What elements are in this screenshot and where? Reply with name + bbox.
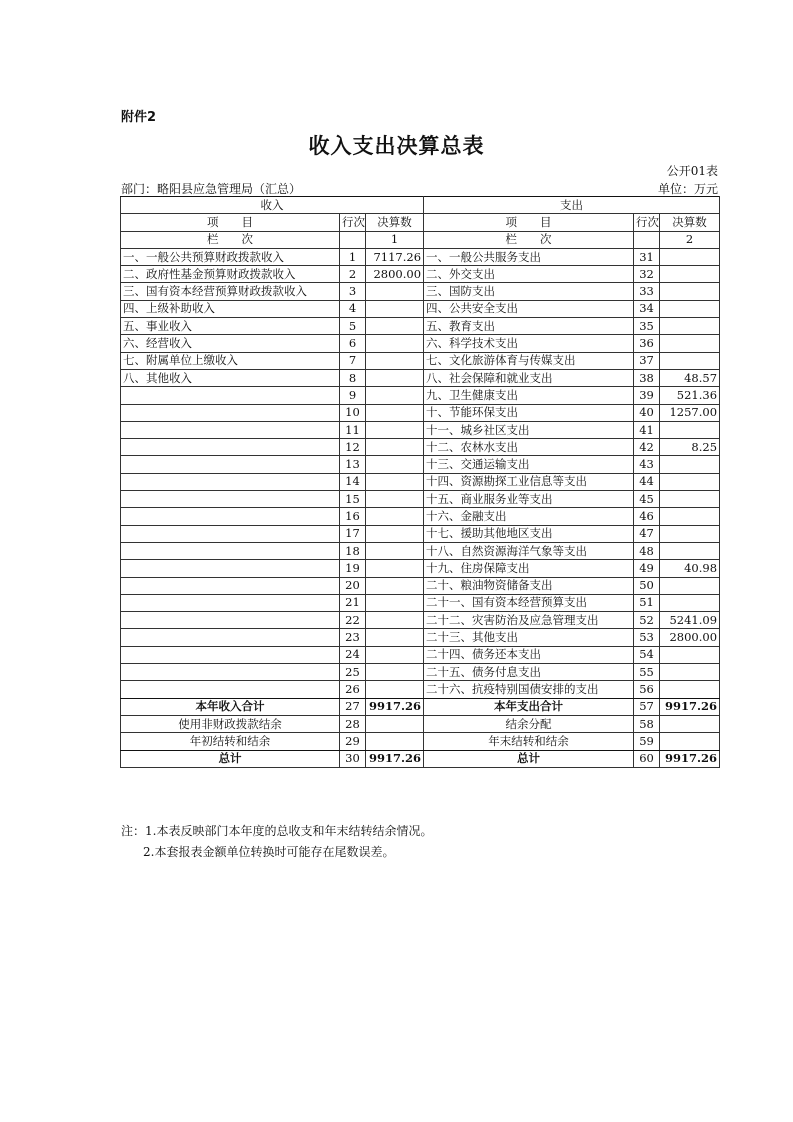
expense-line: 51 xyxy=(634,594,660,611)
income-item: 五、事业收入 xyxy=(121,318,340,335)
income-line: 13 xyxy=(340,456,366,473)
expense-line: 44 xyxy=(634,473,660,490)
expense-amount xyxy=(660,266,720,283)
expense-item: 九、卫生健康支出 xyxy=(424,387,634,404)
table-row xyxy=(121,629,720,646)
expense-summary-amount xyxy=(660,715,720,732)
table-row xyxy=(121,387,720,404)
expense-summary-line: 58 xyxy=(634,715,660,732)
expense-item: 二十三、其他支出 xyxy=(424,629,634,646)
income-line: 25 xyxy=(340,664,366,681)
income-amount xyxy=(366,508,424,525)
income-line: 21 xyxy=(340,594,366,611)
expense-item: 二十六、抗疫特别国债安排的支出 xyxy=(424,681,634,698)
income-item xyxy=(121,491,340,508)
expense-item: 六、科学技术支出 xyxy=(424,335,634,352)
income-amount xyxy=(366,404,424,421)
income-item: 七、附属单位上缴收入 xyxy=(121,352,340,369)
income-item: 二、政府性基金预算财政拨款收入 xyxy=(121,266,340,283)
expense-amount xyxy=(660,456,720,473)
expense-line: 36 xyxy=(634,335,660,352)
income-summary-item: 总计 xyxy=(121,750,340,767)
income-amount: 2800.00 xyxy=(366,266,424,283)
expense-line: 31 xyxy=(634,248,660,265)
income-item xyxy=(121,646,340,663)
income-amount xyxy=(366,456,424,473)
income-amount xyxy=(366,525,424,542)
expense-item: 十、节能环保支出 xyxy=(424,404,634,421)
table-row xyxy=(121,335,720,352)
income-line: 26 xyxy=(340,681,366,698)
expense-item: 二十、粮油物资储备支出 xyxy=(424,577,634,594)
expense-item: 三、国防支出 xyxy=(424,283,634,300)
income-amount xyxy=(366,352,424,369)
expense-amount xyxy=(660,318,720,335)
income-line: 17 xyxy=(340,525,366,542)
expense-item: 十四、资源勘探工业信息等支出 xyxy=(424,473,634,490)
summary-row xyxy=(121,715,720,732)
expense-column-label: 栏 次 xyxy=(424,231,634,248)
unit-label: 单位：万元 xyxy=(657,182,718,196)
income-item xyxy=(121,681,340,698)
table-row xyxy=(121,525,720,542)
expense-line: 41 xyxy=(634,421,660,438)
income-column-number: 1 xyxy=(366,231,424,248)
expense-line: 49 xyxy=(634,560,660,577)
expense-summary-amount xyxy=(660,733,720,750)
table-row xyxy=(121,439,720,456)
table-row xyxy=(121,283,720,300)
income-amount: 7117.26 xyxy=(366,248,424,265)
expense-amount xyxy=(660,248,720,265)
income-line: 6 xyxy=(340,335,366,352)
summary-row xyxy=(121,750,720,767)
expense-header: 支出 xyxy=(424,197,720,214)
table-row xyxy=(121,473,720,490)
expense-item: 一、一般公共服务支出 xyxy=(424,248,634,265)
income-summary-item: 使用非财政拨款结余 xyxy=(121,715,340,732)
expense-amount: 40.98 xyxy=(660,560,720,577)
income-amount xyxy=(366,594,424,611)
expense-amount xyxy=(660,542,720,559)
expense-amount: 521.36 xyxy=(660,387,720,404)
table-row xyxy=(121,646,720,663)
expense-item: 二十五、债务付息支出 xyxy=(424,664,634,681)
expense-amount-header: 决算数 xyxy=(660,214,720,231)
expense-line-header: 行次 xyxy=(634,214,660,231)
income-line: 24 xyxy=(340,646,366,663)
expense-item: 十五、商业服务业等支出 xyxy=(424,491,634,508)
expense-amount xyxy=(660,473,720,490)
expense-line: 53 xyxy=(634,629,660,646)
expense-line: 47 xyxy=(634,525,660,542)
income-summary-amount xyxy=(366,715,424,732)
income-item xyxy=(121,560,340,577)
income-amount xyxy=(366,542,424,559)
income-header: 收入 xyxy=(121,197,424,214)
income-line: 15 xyxy=(340,491,366,508)
expense-line: 40 xyxy=(634,404,660,421)
expense-summary-item: 本年支出合计 xyxy=(424,698,634,715)
income-amount xyxy=(366,473,424,490)
budget-table xyxy=(120,196,720,768)
income-amount xyxy=(366,387,424,404)
income-item xyxy=(121,525,340,542)
income-amount xyxy=(366,664,424,681)
table-row xyxy=(121,612,720,629)
income-item: 四、上级补助收入 xyxy=(121,300,340,317)
income-item xyxy=(121,421,340,438)
income-summary-amount: 9917.26 xyxy=(366,698,424,715)
expense-item: 七、文化旅游体育与传媒支出 xyxy=(424,352,634,369)
income-summary-item: 本年收入合计 xyxy=(121,698,340,715)
income-item xyxy=(121,542,340,559)
note-1: 注：1.本表反映部门本年度的总收支和年末结转结余情况。 xyxy=(121,824,433,838)
expense-line: 43 xyxy=(634,456,660,473)
income-amount xyxy=(366,491,424,508)
expense-amount: 8.25 xyxy=(660,439,720,456)
table-row xyxy=(121,508,720,525)
income-item xyxy=(121,594,340,611)
department-label: 部门：略阳县应急管理局（汇总） xyxy=(121,182,302,196)
expense-amount xyxy=(660,594,720,611)
expense-amount xyxy=(660,681,720,698)
income-line: 4 xyxy=(340,300,366,317)
income-line-header: 行次 xyxy=(340,214,366,231)
expense-line: 54 xyxy=(634,646,660,663)
income-item xyxy=(121,439,340,456)
expense-amount: 2800.00 xyxy=(660,629,720,646)
table-row xyxy=(121,664,720,681)
income-line: 7 xyxy=(340,352,366,369)
expense-summary-item: 结余分配 xyxy=(424,715,634,732)
table-row xyxy=(121,318,720,335)
income-line: 20 xyxy=(340,577,366,594)
income-item xyxy=(121,456,340,473)
expense-summary-amount: 9917.26 xyxy=(660,698,720,715)
income-line: 1 xyxy=(340,248,366,265)
expense-line: 56 xyxy=(634,681,660,698)
expense-column-number: 2 xyxy=(660,231,720,248)
expense-amount: 1257.00 xyxy=(660,404,720,421)
income-line: 3 xyxy=(340,283,366,300)
income-summary-item: 年初结转和结余 xyxy=(121,733,340,750)
expense-amount xyxy=(660,335,720,352)
income-line: 14 xyxy=(340,473,366,490)
table-row xyxy=(121,248,720,265)
expense-amount xyxy=(660,508,720,525)
income-line: 9 xyxy=(340,387,366,404)
income-amount xyxy=(366,681,424,698)
income-line: 8 xyxy=(340,369,366,386)
expense-line: 55 xyxy=(634,664,660,681)
income-column-label: 栏 次 xyxy=(121,231,340,248)
income-item: 六、经营收入 xyxy=(121,335,340,352)
expense-item: 十六、金融支出 xyxy=(424,508,634,525)
expense-line: 42 xyxy=(634,439,660,456)
income-item xyxy=(121,404,340,421)
income-item xyxy=(121,577,340,594)
summary-row xyxy=(121,733,720,750)
table-row xyxy=(121,456,720,473)
attachment-label: 附件2 xyxy=(121,110,157,125)
table-row xyxy=(121,681,720,698)
expense-item: 四、公共安全支出 xyxy=(424,300,634,317)
page-title: 收入支出决算总表 xyxy=(308,134,485,158)
income-summary-line: 27 xyxy=(340,698,366,715)
table-row xyxy=(121,266,720,283)
income-line: 16 xyxy=(340,508,366,525)
expense-line: 38 xyxy=(634,369,660,386)
income-item xyxy=(121,387,340,404)
expense-item: 十七、援助其他地区支出 xyxy=(424,525,634,542)
expense-item: 十九、住房保障支出 xyxy=(424,560,634,577)
expense-item: 二十二、灾害防治及应急管理支出 xyxy=(424,612,634,629)
expense-item-header: 项 目 xyxy=(424,214,634,231)
table-row xyxy=(121,404,720,421)
summary-row xyxy=(121,698,720,715)
table-row xyxy=(121,491,720,508)
expense-item: 五、教育支出 xyxy=(424,318,634,335)
income-item xyxy=(121,473,340,490)
income-line: 10 xyxy=(340,404,366,421)
income-item-header: 项 目 xyxy=(121,214,340,231)
expense-amount: 48.57 xyxy=(660,369,720,386)
expense-line: 37 xyxy=(634,352,660,369)
income-amount xyxy=(366,421,424,438)
income-item: 八、其他收入 xyxy=(121,369,340,386)
expense-line: 52 xyxy=(634,612,660,629)
income-amount xyxy=(366,283,424,300)
table-row xyxy=(121,300,720,317)
note-2: 2.本套报表金额单位转换时可能存在尾数误差。 xyxy=(143,845,395,859)
expense-item: 十八、自然资源海洋气象等支出 xyxy=(424,542,634,559)
income-line: 12 xyxy=(340,439,366,456)
expense-item: 二、外交支出 xyxy=(424,266,634,283)
expense-line: 50 xyxy=(634,577,660,594)
expense-line: 48 xyxy=(634,542,660,559)
expense-line: 32 xyxy=(634,266,660,283)
expense-summary-line: 60 xyxy=(634,750,660,767)
expense-item: 十二、农林水支出 xyxy=(424,439,634,456)
table-row xyxy=(121,421,720,438)
income-summary-amount: 9917.26 xyxy=(366,750,424,767)
income-summary-line: 28 xyxy=(340,715,366,732)
income-amount xyxy=(366,577,424,594)
expense-amount xyxy=(660,525,720,542)
table-row xyxy=(121,352,720,369)
expense-amount xyxy=(660,421,720,438)
income-summary-line: 29 xyxy=(340,733,366,750)
income-item: 三、国有资本经营预算财政拨款收入 xyxy=(121,283,340,300)
expense-summary-line: 57 xyxy=(634,698,660,715)
income-amount xyxy=(366,612,424,629)
expense-line: 34 xyxy=(634,300,660,317)
income-amount xyxy=(366,335,424,352)
expense-amount xyxy=(660,577,720,594)
expense-line: 45 xyxy=(634,491,660,508)
income-summary-amount xyxy=(366,733,424,750)
table-row xyxy=(121,594,720,611)
income-amount-header: 决算数 xyxy=(366,214,424,231)
expense-amount xyxy=(660,283,720,300)
table-row xyxy=(121,560,720,577)
income-line: 19 xyxy=(340,560,366,577)
income-amount xyxy=(366,318,424,335)
table-row xyxy=(121,542,720,559)
expense-summary-amount: 9917.26 xyxy=(660,750,720,767)
income-amount xyxy=(366,439,424,456)
expense-column-line xyxy=(634,231,660,248)
expense-line: 39 xyxy=(634,387,660,404)
expense-item: 二十四、债务还本支出 xyxy=(424,646,634,663)
income-line: 22 xyxy=(340,612,366,629)
expense-summary-line: 59 xyxy=(634,733,660,750)
expense-amount xyxy=(660,352,720,369)
expense-item: 二十一、国有资本经营预算支出 xyxy=(424,594,634,611)
expense-amount xyxy=(660,300,720,317)
expense-summary-item: 总计 xyxy=(424,750,634,767)
income-amount xyxy=(366,646,424,663)
income-item xyxy=(121,629,340,646)
expense-item: 八、社会保障和就业支出 xyxy=(424,369,634,386)
income-line: 5 xyxy=(340,318,366,335)
expense-line: 46 xyxy=(634,508,660,525)
income-item xyxy=(121,612,340,629)
income-summary-line: 30 xyxy=(340,750,366,767)
income-line: 2 xyxy=(340,266,366,283)
expense-line: 33 xyxy=(634,283,660,300)
income-item: 一、一般公共预算财政拨款收入 xyxy=(121,248,340,265)
form-code: 公开01表 xyxy=(666,164,718,178)
income-amount xyxy=(366,300,424,317)
expense-amount xyxy=(660,664,720,681)
income-line: 18 xyxy=(340,542,366,559)
income-column-line xyxy=(340,231,366,248)
income-item xyxy=(121,664,340,681)
income-amount xyxy=(366,369,424,386)
expense-amount xyxy=(660,646,720,663)
expense-item: 十一、城乡社区支出 xyxy=(424,421,634,438)
income-item xyxy=(121,508,340,525)
income-amount xyxy=(366,560,424,577)
expense-line: 35 xyxy=(634,318,660,335)
table-row xyxy=(121,577,720,594)
expense-amount xyxy=(660,491,720,508)
income-amount xyxy=(366,629,424,646)
income-line: 11 xyxy=(340,421,366,438)
income-line: 23 xyxy=(340,629,366,646)
expense-amount: 5241.09 xyxy=(660,612,720,629)
table-row xyxy=(121,369,720,386)
expense-item: 十三、交通运输支出 xyxy=(424,456,634,473)
expense-summary-item: 年末结转和结余 xyxy=(424,733,634,750)
